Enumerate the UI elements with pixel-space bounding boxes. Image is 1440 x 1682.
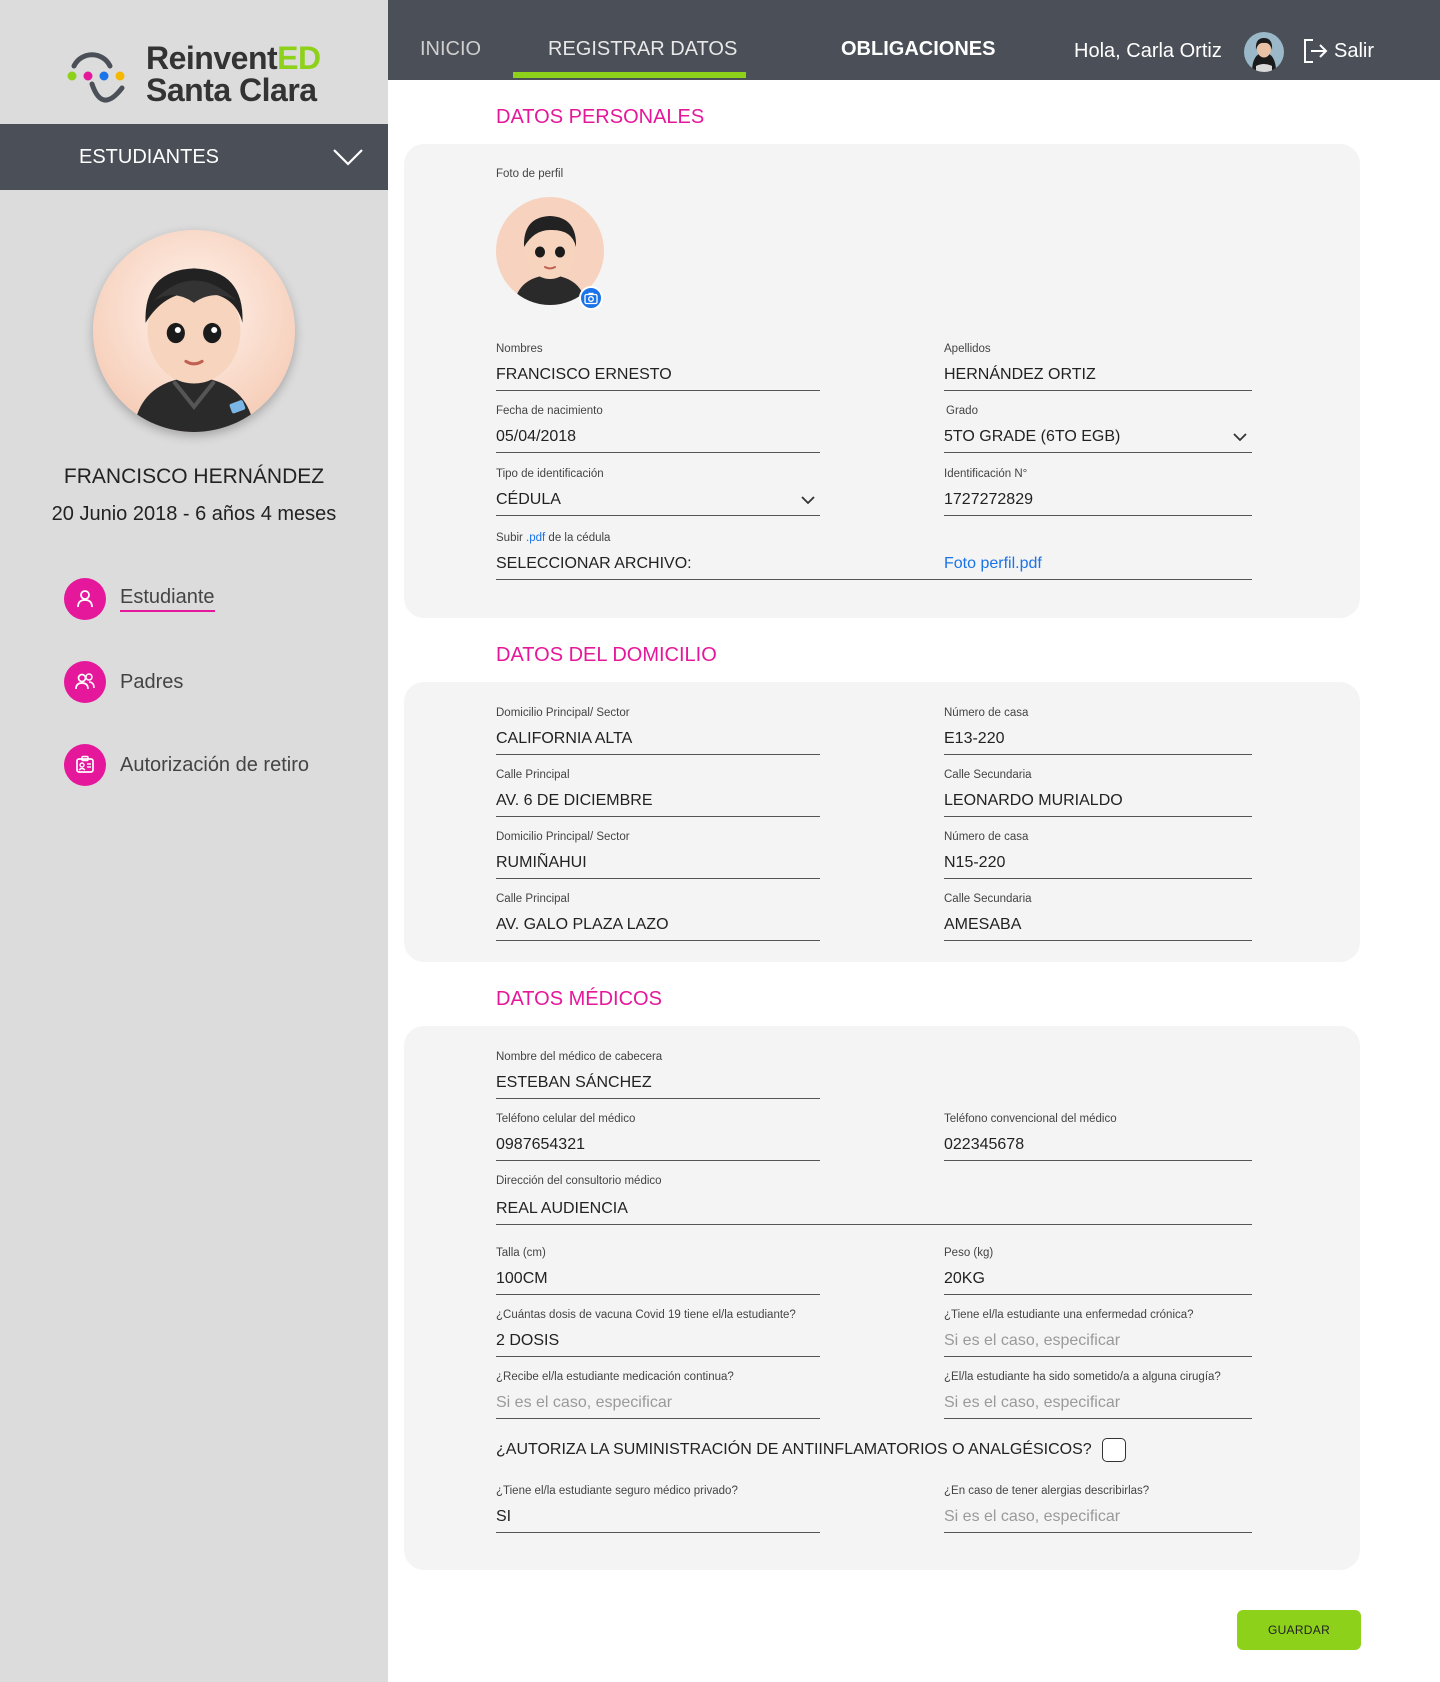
upload-label-pre: Subir (496, 532, 527, 544)
field-label: Fecha de nacimiento (496, 405, 603, 417)
field-label: Número de casa (944, 707, 1029, 719)
section-title-personal: DATOS PERSONALES (496, 106, 705, 128)
field-label: Número de casa (944, 831, 1029, 843)
field-label: ¿Recibe el/la estudiante medicación continua? (496, 1371, 734, 1383)
field-label: ¿En caso de tener alergias describirlas? (944, 1485, 1150, 1497)
student-name: FRANCISCO HERNÁNDEZ (63, 465, 325, 488)
sidebar-item-label: Padres (120, 670, 184, 693)
tab-inicio[interactable]: INICIO (420, 38, 482, 60)
logo-text (146, 42, 321, 106)
chevron-down-icon (800, 492, 816, 508)
section-title-domicilio: DATOS DEL DOMICILIO (496, 644, 717, 666)
autoriza-analgesicos-checkbox[interactable] (1102, 1438, 1126, 1462)
cirugia-field[interactable] (944, 1371, 1252, 1419)
numero-casa-field-2[interactable] (944, 831, 1252, 879)
field-value[interactable]: AMESABA (944, 909, 1252, 941)
field-label: Calle Principal (496, 769, 570, 781)
field-value[interactable]: LEONARDO MURIALDO (944, 785, 1252, 817)
field-label: Identificación N° (944, 468, 1028, 480)
user-icon (64, 578, 106, 620)
student-avatar (93, 230, 295, 432)
alergias-field[interactable] (944, 1485, 1252, 1533)
top-nav (388, 0, 1440, 80)
talla-field[interactable] (496, 1247, 820, 1295)
field-value[interactable]: 2 DOSIS (496, 1325, 820, 1357)
field-label: ¿Tiene el/la estudiante una enfermedad crónica? (944, 1309, 1194, 1321)
field-value[interactable]: AV. 6 DE DICIEMBRE (496, 785, 820, 817)
numero-casa-field[interactable] (944, 707, 1252, 755)
field-label: Tipo de identificación (496, 468, 604, 480)
field-label: Calle Secundaria (944, 769, 1032, 781)
field-value[interactable]: 100CM (496, 1263, 820, 1295)
telefono-celular-field[interactable] (496, 1113, 820, 1161)
fecha-nacimiento-field[interactable] (496, 405, 820, 453)
enfermedad-cronica-field[interactable] (944, 1309, 1252, 1357)
field-label: Domicilio Principal/ Sector (496, 707, 630, 719)
field-value[interactable] (496, 484, 820, 516)
upload-cedula-field[interactable] (496, 532, 1252, 580)
students-selector-label: ESTUDIANTES (79, 145, 220, 168)
chevron-down-icon (332, 147, 364, 167)
logo-mark-icon (66, 44, 138, 112)
tipo-id-value: CÉDULA (496, 491, 561, 508)
tab-registrar-datos[interactable]: REGISTRAR DATOS (548, 38, 738, 60)
tipo-identificacion-select[interactable] (496, 468, 820, 516)
field-value[interactable]: 05/04/2018 (496, 421, 820, 453)
field-placeholder[interactable]: Si es el caso, especificar (944, 1387, 1252, 1419)
field-label: ¿El/la estudiante ha sido sometido/a a alguna cirugía? (944, 1371, 1221, 1383)
logout-label: Salir (1334, 39, 1375, 62)
save-button[interactable]: GUARDAR (1237, 1610, 1361, 1650)
field-placeholder[interactable]: Si es el caso, especificar (944, 1501, 1252, 1533)
covid-dosis-field[interactable] (496, 1309, 820, 1357)
field-label: Teléfono convencional del médico (944, 1113, 1117, 1125)
logo-name-part1: Reinvent (146, 40, 278, 76)
select-file-button[interactable]: SELECCIONAR ARCHIVO: (496, 555, 692, 572)
nombres-field[interactable] (496, 343, 820, 391)
user-greeting: Hola, Carla Ortiz (1074, 40, 1222, 62)
field-label: Apellidos (944, 343, 991, 355)
field-label: Nombre del médico de cabecera (496, 1051, 663, 1063)
profile-photo-label: Foto de perfil (496, 168, 564, 180)
field-value[interactable] (944, 421, 1252, 453)
sidebar-item-padres[interactable] (64, 661, 309, 703)
calle-secundaria-field[interactable] (944, 769, 1252, 817)
calle-secundaria-field-2[interactable] (944, 893, 1252, 941)
identificacion-field[interactable] (944, 468, 1252, 516)
field-value[interactable]: REAL AUDIENCIA (496, 1193, 1252, 1225)
field-value[interactable]: FRANCISCO ERNESTO (496, 359, 820, 391)
field-placeholder[interactable]: Si es el caso, especificar (496, 1387, 820, 1419)
active-tab-indicator (513, 72, 746, 78)
field-label: ¿Tiene el/la estudiante seguro médico privado? (496, 1485, 738, 1497)
upload-label-post: de la cédula (545, 532, 611, 544)
section-title-medicos: DATOS MÉDICOS (496, 988, 662, 1010)
field-value[interactable]: 1727272829 (944, 484, 1252, 516)
field-value[interactable]: SI (496, 1501, 820, 1533)
medico-cabecera-field[interactable] (496, 1051, 820, 1099)
students-selector[interactable] (0, 124, 388, 190)
domicilio-sector-field-2[interactable] (496, 831, 820, 879)
field-label: Dirección del consultorio médico (496, 1175, 662, 1187)
sidebar-item-autorizacion[interactable] (64, 744, 309, 786)
field-value[interactable]: 20KG (944, 1263, 1252, 1295)
sidebar-item-label: Estudiante (120, 586, 215, 612)
camera-icon[interactable] (579, 286, 603, 310)
tab-obligaciones[interactable]: OBLIGACIONES (841, 38, 996, 60)
logout-icon (1300, 36, 1330, 66)
apellidos-field[interactable] (944, 343, 1252, 391)
field-label: Calle Principal (496, 893, 570, 905)
logo (0, 0, 388, 124)
sidebar-nav (64, 578, 309, 827)
grado-select[interactable] (944, 405, 1252, 453)
field-label: Domicilio Principal/ Sector (496, 831, 630, 843)
sidebar-item-label: Autorización de retiro (120, 753, 309, 776)
logo-name-line2: Santa Clara (146, 72, 317, 108)
field-value[interactable]: CALIFORNIA ALTA (496, 723, 820, 755)
uploaded-file-link[interactable]: Foto perfil.pdf (944, 555, 1042, 572)
field-value[interactable]: 022345678 (944, 1129, 1252, 1161)
user-avatar[interactable] (1244, 32, 1284, 72)
telefono-convencional-field[interactable] (944, 1113, 1252, 1161)
field-label: ¿Cuántas dosis de vacuna Covid 19 tiene el/la estudiante? (496, 1309, 796, 1321)
field-label: Peso (kg) (944, 1247, 994, 1259)
autoriza-analgesicos-label: ¿AUTORIZA LA SUMINISTRACIÓN DE ANTIINFLAMATORIOS O ANALGÉSICOS? (496, 1441, 1092, 1458)
field-label: Calle Secundaria (944, 893, 1032, 905)
seguro-medico-field[interactable] (496, 1485, 820, 1533)
id-card-icon (64, 744, 106, 786)
field-value[interactable] (496, 548, 1252, 580)
field-value[interactable]: 0987654321 (496, 1129, 820, 1161)
field-placeholder[interactable]: Si es el caso, especificar (944, 1325, 1252, 1357)
logo-name-part2: ED (277, 40, 321, 76)
logout-button[interactable] (1300, 36, 1374, 66)
field-label: Grado (946, 405, 978, 417)
medicacion-continua-field[interactable] (496, 1371, 820, 1419)
field-label: Nombres (496, 343, 543, 355)
field-value[interactable]: AV. GALO PLAZA LAZO (496, 909, 820, 941)
autoriza-analgesicos-row (496, 1438, 1126, 1462)
field-value[interactable]: HERNÁNDEZ ORTIZ (944, 359, 1252, 391)
field-label: Talla (cm) (496, 1247, 546, 1259)
field-label (496, 532, 1252, 548)
student-dob: 20 Junio 2018 - 6 años 4 meses (51, 503, 337, 525)
field-value[interactable]: RUMIÑAHUI (496, 847, 820, 879)
users-icon (64, 661, 106, 703)
calle-principal-field-2[interactable] (496, 893, 820, 941)
grado-value: 5TO GRADE (6TO EGB) (944, 428, 1121, 445)
peso-field[interactable] (944, 1247, 1252, 1295)
field-value[interactable]: N15-220 (944, 847, 1252, 879)
field-value[interactable]: E13-220 (944, 723, 1252, 755)
sidebar (0, 0, 388, 1682)
field-value[interactable]: ESTEBAN SÁNCHEZ (496, 1067, 820, 1099)
domicilio-sector-field[interactable] (496, 707, 820, 755)
calle-principal-field[interactable] (496, 769, 820, 817)
upload-label-ext: .pdf (526, 532, 546, 544)
field-label: Teléfono celular del médico (496, 1113, 636, 1125)
sidebar-item-estudiante[interactable] (64, 578, 309, 620)
direccion-consultorio-field[interactable] (496, 1175, 1252, 1225)
chevron-down-icon (1232, 429, 1248, 445)
